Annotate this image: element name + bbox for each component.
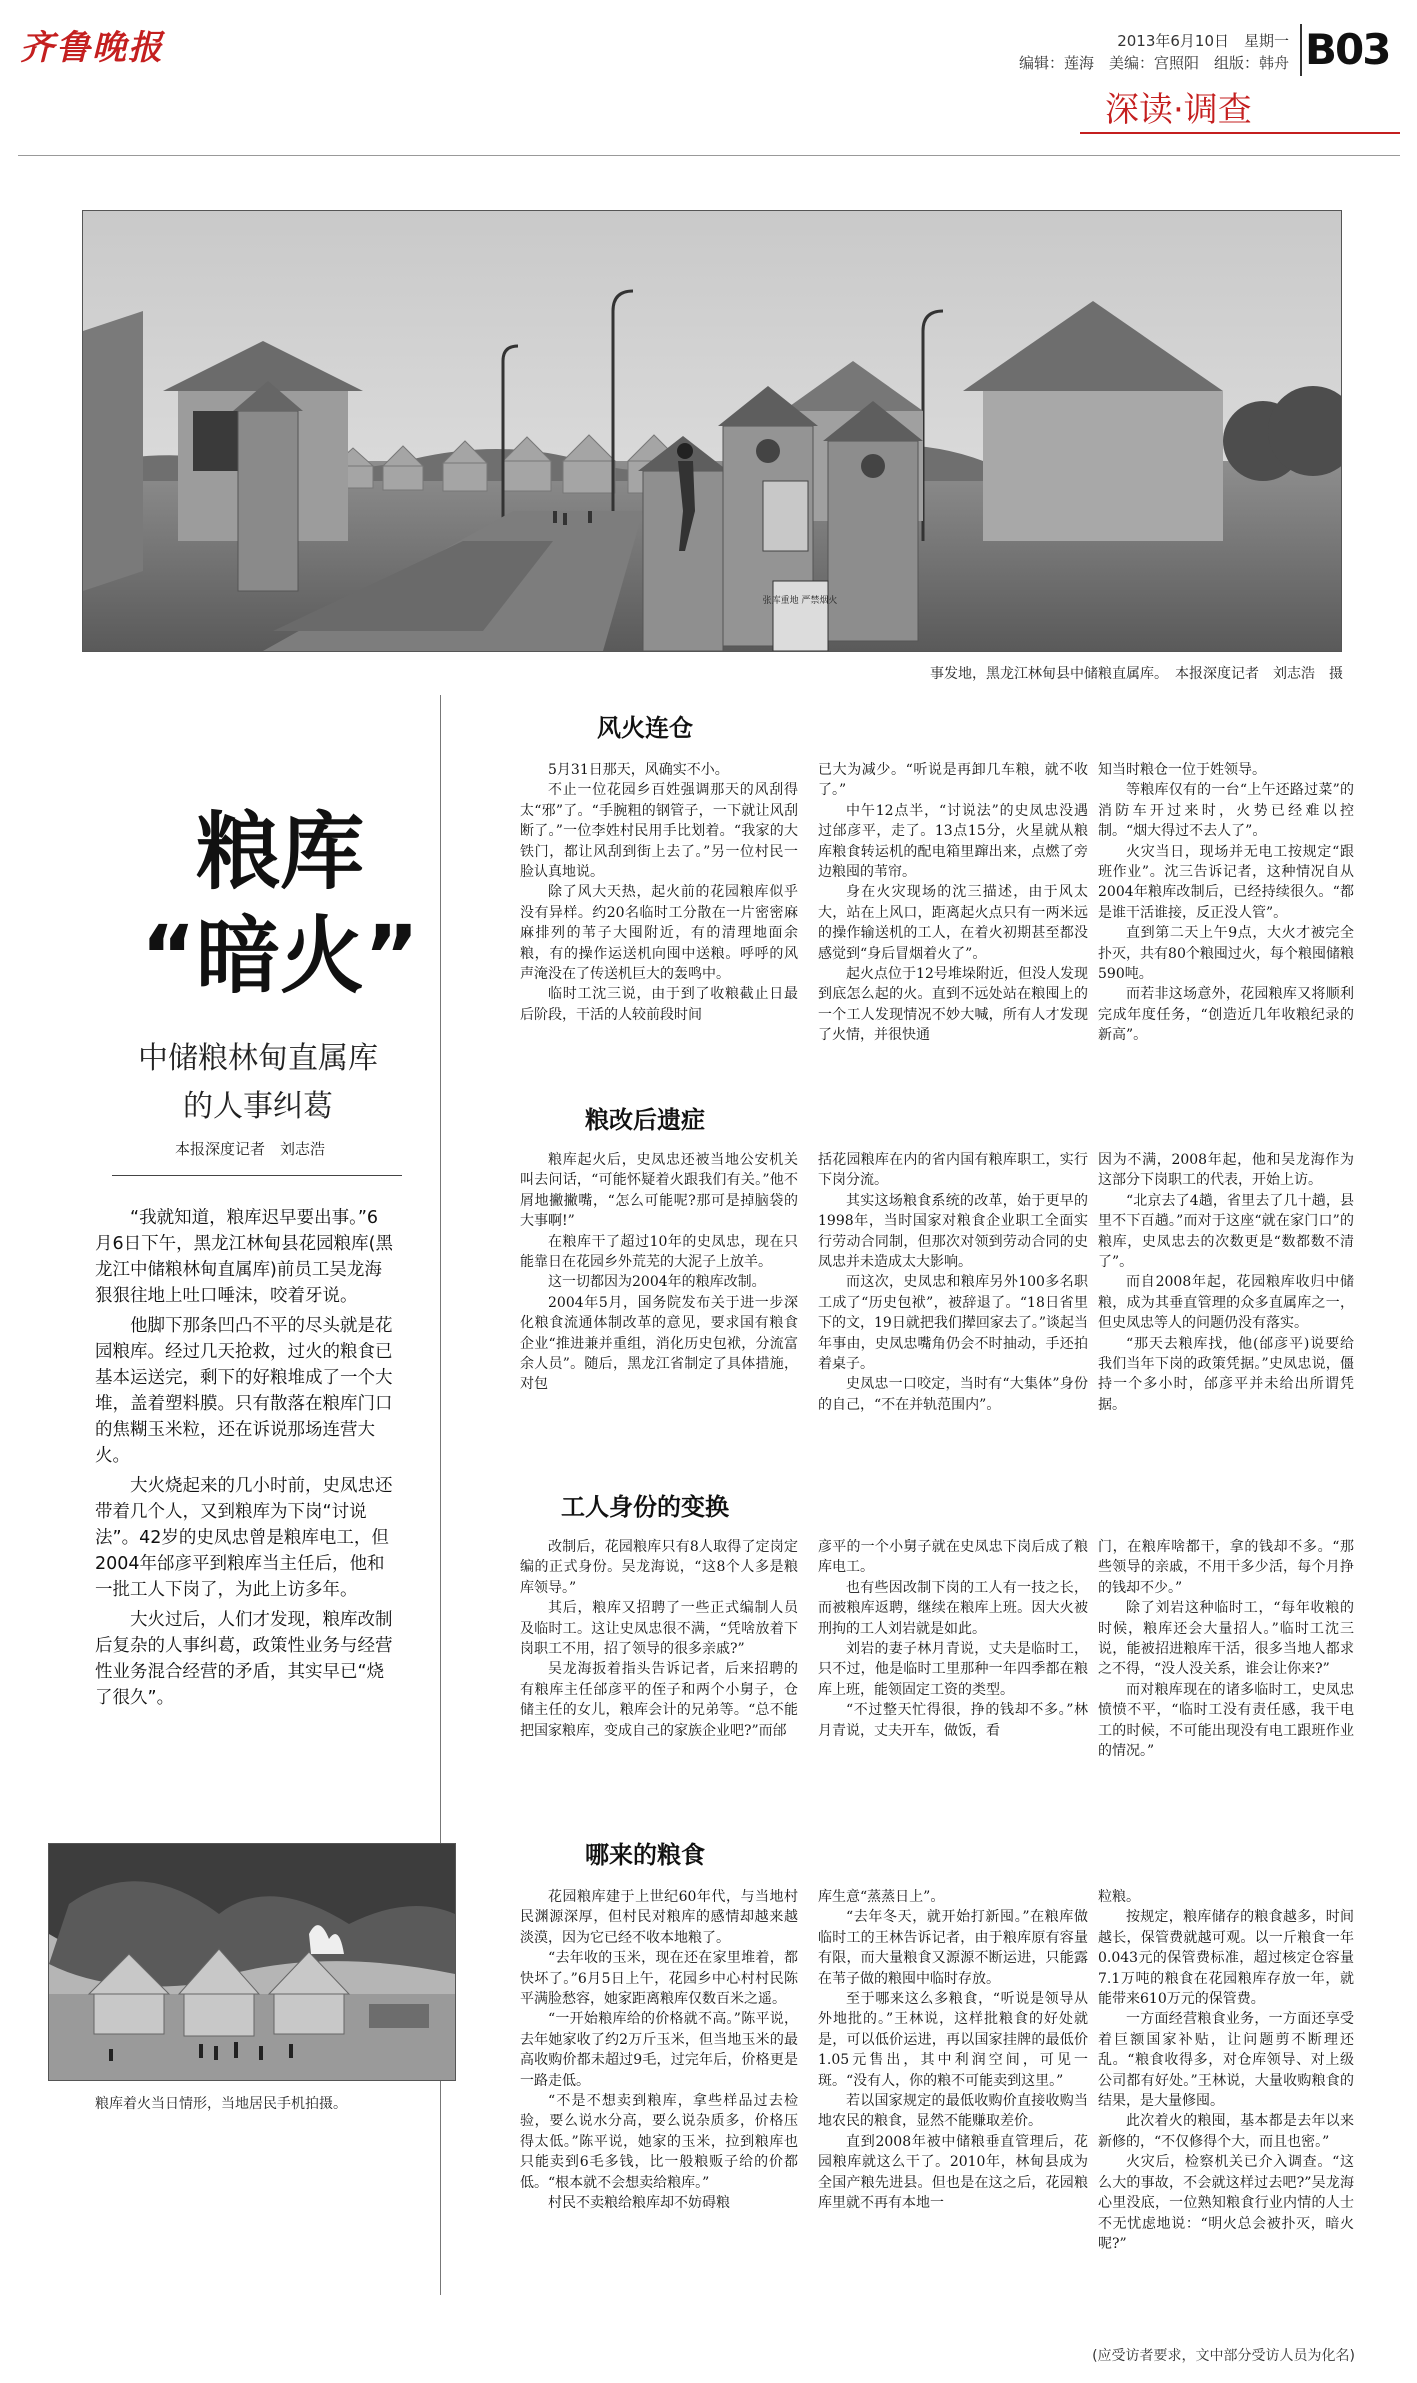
article-column: [818, 1150, 1088, 1415]
article-column: [1098, 760, 1354, 1046]
paragraph: 若以国家规定的最低收购价直接收购当地农民的粮食，显然不能赚取差价。: [818, 2093, 1088, 2130]
section-heading-lianggai: 粮改后遗症: [585, 1106, 705, 1134]
lede-paragraph: 他脚下那条凹凸不平的尽头就是花园粮库。经过几天抢救，过火的粮食已基本运送完，剩下的好粮堆成了一个大堆，盖着塑料膜。只有散落在粮库门口的焦糊玉米粒，还在诉说那场连营大火。: [95, 1316, 393, 1466]
article-column: [520, 1887, 798, 2214]
page-number: B03: [1305, 25, 1390, 74]
paragraph: 因为不满，2008年起，他和吴龙海作为这部分下岗职工的代表，开始上访。: [1098, 1152, 1354, 1189]
paragraph: 而对粮库现在的诸多临时工，史凤忠愤愤不平，“临时工没有责任感，我干电工的时候，不可能出现没有电工跟班作业的情况。”: [1098, 1681, 1354, 1760]
paragraph: 一方面经营粮食业务，一方面还享受着巨额国家补贴，让问题剪不断理还乱。“粮食收得多，对仓库领导、对上级公司都有好处。”王林说，大量收购粮食的结果，是大量修囤。: [1098, 2011, 1354, 2110]
newspaper-logo: 齐鲁晚报: [20, 28, 164, 68]
paragraph: 直到第二天上午9点，大火才被完全扑灭，共有80个粮囤过火，每个粮囤储粮590吨。: [1098, 925, 1354, 983]
footnote: (应受访者要求，文中部分受访人员为化名): [1092, 2348, 1355, 2364]
paragraph: 花园粮库建于上世纪60年代，与当地村民渊源深厚，但村民对粮库的感情却越来越淡漠，因为它已经不收本地粮了。: [520, 1889, 798, 1946]
paragraph: 粒粮。: [1098, 1889, 1140, 1905]
article-column: [818, 760, 1088, 1046]
paragraph: 这一切都因为2004年的粮库改制。: [548, 1274, 766, 1291]
paragraph: 临时工沈三说，由于到了收粮截止日最后阶段，干活的人较前段时间: [520, 986, 798, 1023]
lede-paragraph: 大火过后，人们才发现，粮库改制后复杂的人事纠葛，政策性业务与经营性业务混合经营的矛盾，其实早已“烧了很久”。: [95, 1610, 393, 1708]
subheadline-line2: 的人事纠葛: [183, 1089, 333, 1124]
paragraph: 中午12点半，“讨说法”的史凤忠没遇过邰彦平，走了。13点15分，火星就从粮库粮食转运机的配电箱里蹿出来，点燃了旁边粮囤的苇帘。: [818, 802, 1088, 881]
paragraph: 知当时粮仓一位于姓领导。: [1098, 762, 1266, 778]
paragraph: 也有些因改制下岗的工人有一技之长，而被粮库返聘，继续在粮库上班。因大火被刑拘的工人刘岩就是如此。: [818, 1579, 1088, 1637]
paragraph: 2004年5月，国务院发布关于进一步深化粮食流通体制改革的意见，要求国有粮食企业“推进兼并重组，消化历史包袱，分流富余人员”。随后，黑龙江省制定了具体措施，对包: [520, 1294, 798, 1393]
article-column: [520, 1537, 798, 1741]
article-column: [818, 1887, 1088, 2214]
article-column: [1098, 1537, 1354, 1761]
paragraph: 按规定，粮库储存的粮食越多，时间越长，保管费就越可观。以一斤粮食一年0.043元的保管费标准，超过核定仓容量7.1万吨的粮食在花园粮库存放一年，就能带来610万元的保管费。: [1098, 1909, 1354, 2008]
paragraph: 门，在粮库啥都干，拿的钱却不多。“那些领导的亲戚，不用干多少活，每个月挣的钱却不少。”: [1098, 1539, 1354, 1596]
top-photo-caption: 事发地，黑龙江林甸县中储粮直属库。 本报深度记者 刘志浩 摄: [930, 666, 1343, 682]
paragraph: 粮库起火后，史凤忠还被当地公安机关叫去问话，“可能怀疑着火跟我们有关。”他不屑地撇撇嘴，“怎么可能呢?那可是掉脑袋的大事啊!”: [520, 1152, 798, 1230]
article-column: [1098, 1887, 1354, 2254]
subheadline-line1: 中储粮林甸直属库: [138, 1041, 378, 1076]
paragraph: 5月31日那天，风确实不小。: [548, 762, 729, 778]
paragraph: 在粮库干了超过10年的史凤忠，现在只能靠日在花园乡外荒芜的大泥子上放羊。: [520, 1233, 798, 1271]
header-rule: [18, 155, 1400, 156]
paragraph: 其实这场粮食系统的改革，始于更早的1998年，当时国家对粮食企业职工全面实行劳动合同制，但那次对领到劳动合同的史凤忠并未造成太大影响。: [818, 1192, 1088, 1271]
article-column: [818, 1537, 1088, 1741]
section-heading-shenfen: 工人身份的变换: [561, 1493, 729, 1521]
paragraph: 而若非这场意外，花园粮库又将顺利完成年度任务，“创造近几年收粮纪录的新高”。: [1098, 986, 1354, 1044]
paragraph: 等粮库仅有的一台“上午还路过菜”的消防车开过来时，火势已经难以控制。“烟大得过不去人了”。: [1098, 782, 1354, 840]
paragraph: “去年冬天，就开始打新囤。”在粮库做临时工的王林告诉记者，由于粮库原有容量有限，而大量粮食又源源不断运进，只能露在苇子做的粮囤中临时存放。: [818, 1909, 1088, 1987]
paragraph: 吴龙海扳着指头告诉记者，后来招聘的有粮库主任邰彦平的侄子和两个小舅子，仓储主任的女儿，粮库会计的兄弟等。“总不能把国家粮库，变成自己的家族企业吧?”而邰: [520, 1661, 798, 1739]
byline: 本报深度记者 刘志浩: [174, 1140, 325, 1158]
subheadline: [88, 1035, 428, 1131]
paragraph: 村民不卖粮给粮库却不妨碍粮: [548, 2195, 730, 2212]
fire-photo: [48, 1843, 456, 2081]
paragraph: 此次着火的粮囤，基本都是去年以来新修的，“不仅修得个大，而且也密。”: [1098, 2113, 1354, 2150]
section-label: 深读·调查: [1105, 90, 1252, 130]
date-line: 2013年6月10日 星期一: [1117, 32, 1289, 50]
headline-block: [130, 800, 430, 1008]
paragraph: 起火点位于12号堆垛附近，但没人发现到底怎么起的火。直到不远处站在粮囤上的一个工人发现情况不妙大喊，所有人才发现了火情，并很快通: [818, 966, 1088, 1044]
paragraph: 至于哪来这么多粮食，“听说是领导从外地批的。”王林说，这样批粮食的好处就是，可以低价运进，再以国家挂牌的最低价1.05元售出，其中利润空间，可见一斑。“没有人，你的粮不可能卖到这里。”: [818, 1991, 1088, 2089]
lede-paragraph: 大火烧起来的几小时前，史凤忠还带着几个人，又到粮库为下岗“讨说法”。42岁的史凤忠曾是粮库电工，但2004年邰彦平到粮库当主任后，他和一批工人下岗了，为此上访多年。: [95, 1476, 393, 1600]
section-heading-fenghuo: 风火连仓: [597, 714, 693, 742]
paragraph: 除了风大天热，起火前的花园粮库似乎没有异样。约20名临时工分散在一片密密麻麻排列的苇子大囤附近，有的清理地面余粮，有的操作运送机向囤中送粮。呼呼的风声淹没在了传送机巨大的轰鸣中。: [520, 884, 798, 983]
paragraph: “不过整天忙得很，挣的钱却不多。”林月青说，丈夫开车，做饭，看: [818, 1702, 1088, 1739]
section-rule: [1080, 132, 1400, 134]
paragraph: 彦平的一个小舅子就在史凤忠下岗后成了粮库电工。: [818, 1539, 1088, 1576]
paragraph: 其后，粮库又招聘了一些正式编制人员及临时工。这让史凤忠很不满，“凭啥放着下岗职工不用，招了领导的很多亲戚?”: [520, 1600, 798, 1658]
paragraph: “那天去粮库找，他(邰彦平)说要给我们当年下岗的政策凭据。”史凤忠说，僵持一个多小时，邰彦平并未给出所谓凭据。: [1098, 1335, 1354, 1413]
paragraph: 库生意“蒸蒸日上”。: [818, 1889, 945, 1905]
paragraph: 史凤忠一口咬定，当时有“大集体”身份的自己，“不在并轨范围内”。: [818, 1376, 1088, 1413]
paragraph: 已大为减少。“听说是再卸几车粮，就不收了。”: [818, 762, 1088, 799]
paragraph: “不是不想卖到粮库，拿些样品过去检验，要么说水分高，要么说杂质多，价格压得太低。”陈平说，她家的玉米，拉到粮库也只能卖到6毛多钱，比一般粮贩子给的价都低。“根本就不会想卖给粮库。”: [520, 2093, 798, 2191]
byline-rule: [112, 1175, 402, 1176]
paragraph: “一开始粮库给的价格就不高。”陈平说，去年她家收了约2万斤玉米，但当地玉米的最高收购价都未超过9毛，过完年后，价格更是一路走低。: [520, 2011, 798, 2089]
granary-photo: [82, 210, 1342, 652]
page-number-divider: [1300, 24, 1302, 76]
paragraph: 改制后，花园粮库只有8人取得了定岗定编的正式身份。吴龙海说，“这8个人多是粮库领导。”: [520, 1539, 798, 1596]
lede-paragraph: “我就知道，粮库迟早要出事。”6月6日下午，黑龙江林甸县花园粮库(黑龙江中储粮林甸直属库)前员工吴龙海狠狠往地上吐口唾沫，咬着牙说。: [95, 1208, 393, 1306]
paragraph: 除了刘岩这种临时工，“每年收粮的时候，粮库还会大量招人。”临时工沈三说，能被招进粮库干活，很多当地人都求之不得，“没人没关系，谁会让你来?”: [1098, 1600, 1354, 1678]
paragraph: 身在火灾现场的沈三描述，由于风太大，站在上风口，距离起火点只有一两米远的操作输送机的工人，在着火初期甚至都没感觉到“身后冒烟着火了”。: [818, 884, 1088, 962]
paragraph: 括花园粮库在内的省内国有粮库职工，实行下岗分流。: [818, 1152, 1088, 1189]
headline-line1: 粮库: [195, 803, 364, 901]
lede-text: [95, 1205, 395, 1715]
fire-photo-caption: 粮库着火当日情形，当地居民手机拍摄。: [95, 2096, 347, 2112]
section-heading-liangshi: 哪来的粮食: [585, 1841, 705, 1869]
gate-sign-text: 张库重地 严禁烟火: [762, 596, 838, 606]
article-column: [1098, 1150, 1354, 1415]
paragraph: 火灾后，检察机关已介入调查。“这么大的事故，不会就这样过去吧?”吴龙海心里没底，一位熟知粮食行业内情的人士不无忧虑地说：“明火总会被扑灭，暗火呢?”: [1098, 2154, 1354, 2252]
paragraph: 刘岩的妻子林月青说，丈夫是临时工，只不过，他是临时工里那种一年四季都在粮库上班，能领固定工资的类型。: [818, 1641, 1088, 1698]
paragraph: 不止一位花园乡百姓强调那天的风刮得太“邪”了。“手腕粗的钢管子，一下就让风刮断了。”一位李姓村民用手比划着。“我家的大铁门，都让风刮到街上去了。”另一位村民一脸认真地说。: [520, 782, 798, 881]
paragraph: 直到2008年被中储粮垂直管理后，花园粮库就这么干了。2010年，林甸县成为全国产粮先进县。但也是在这之后，花园粮库里就不再有本地一: [818, 2133, 1088, 2212]
editors-line: 编辑：莲海 美编：宫照阳 组版：韩舟: [1018, 54, 1289, 72]
paragraph: “北京去了4趟，省里去了几十趟，县里不下百趟。”而对于这座“就在家门口”的粮库，史凤忠去的次数更是“数都数不清了”。: [1098, 1192, 1354, 1271]
headline-line2: “暗火”: [140, 907, 420, 1005]
paragraph: 火灾当日，现场并无电工按规定“跟班作业”。沈三告诉记者，这种情况自从2004年粮库改制后，已经持续很久。“都是谁干活谁接，反正没人管”。: [1098, 843, 1354, 921]
paragraph: “去年收的玉米，现在还在家里堆着，都快坏了。”6月5日上午，花园乡中心村村民陈平满脸愁容，她家距离粮库仅数百米之遥。: [520, 1950, 798, 2008]
paragraph: 而这次，史凤忠和粮库另外100多名职工成了“历史包袱”，被辞退了。“18日省里下的文，19日就把我们撵回家去了。”谈起当年事由，史凤忠嘴角仍会不时抽动，手还拍着桌子。: [818, 1274, 1088, 1373]
article-column: [520, 1150, 798, 1395]
paragraph: 而自2008年起，花园粮库收归中储粮，成为其垂直管理的众多直属库之一，但史凤忠等人的问题仍没有落实。: [1098, 1274, 1354, 1332]
article-column: [520, 760, 798, 1025]
